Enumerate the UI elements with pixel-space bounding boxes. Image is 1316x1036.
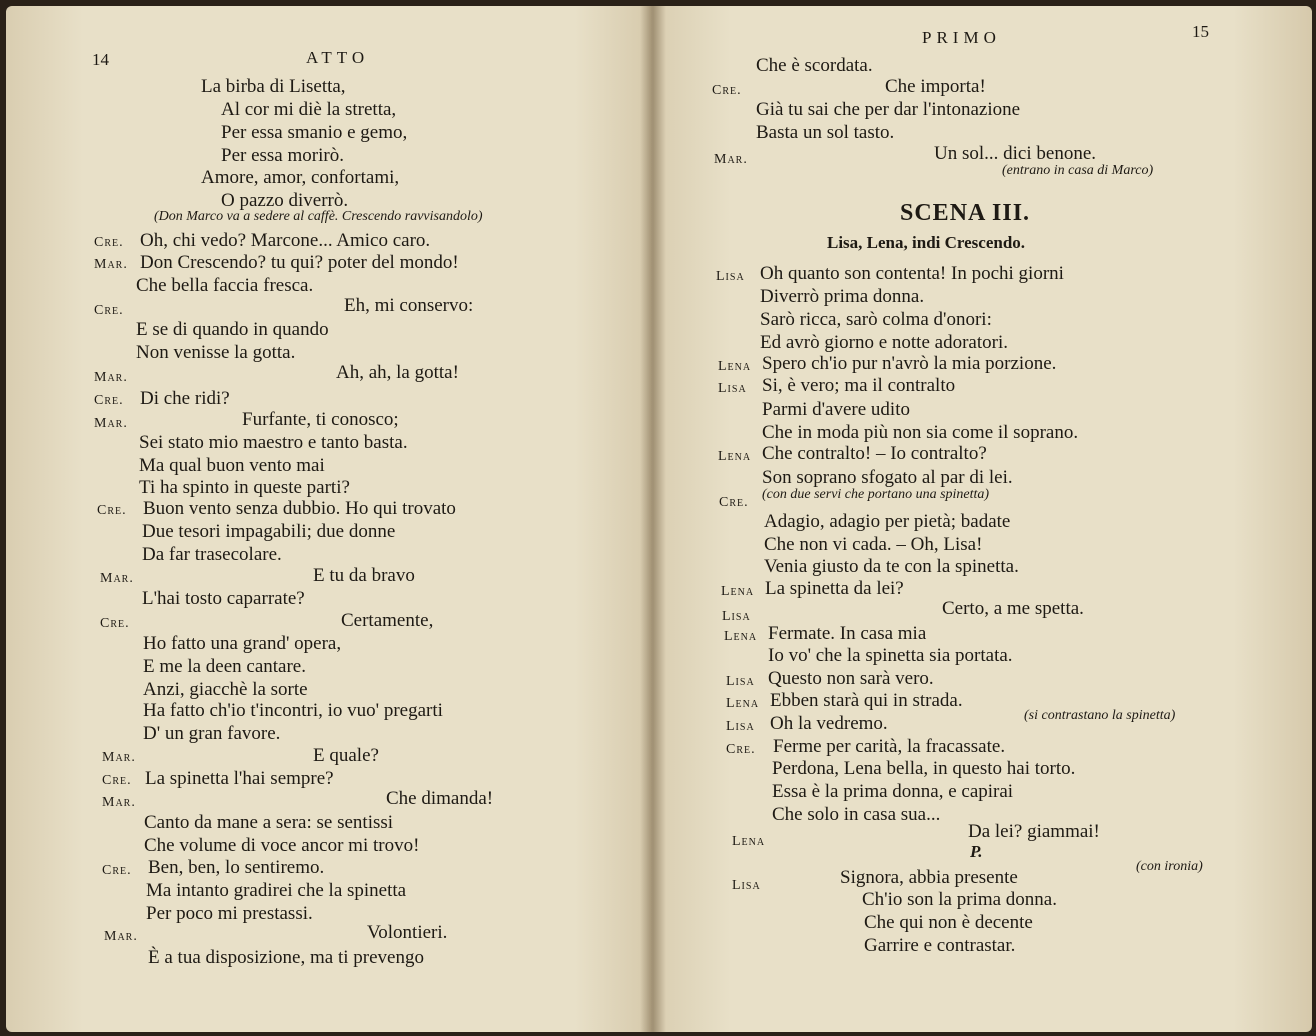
verse-line: Son soprano sfogato al par di lei. [762, 467, 1013, 488]
verse-line: Ma qual buon vento mai [139, 455, 325, 476]
verse-line: Certo, a me spetta. [942, 598, 1084, 619]
verse-line: E tu da bravo [313, 565, 415, 586]
verse-line: Che bella faccia fresca. [136, 275, 314, 296]
verse-line: Anzi, giacchè la sorte [143, 679, 308, 700]
verse-line: Volontieri. [367, 922, 448, 943]
verse-line: È a tua disposizione, ma ti prevengo [148, 947, 424, 968]
verse-line: La spinetta l'hai sempre? [145, 768, 334, 789]
verse-line: Furfante, ti conosco; [242, 409, 399, 430]
verse-line: Garrire e contrastar. [864, 935, 1016, 956]
verse-line: Signora, abbia presente [840, 867, 1018, 888]
stage-direction: (entrano in casa di Marco) [1002, 163, 1154, 178]
verse-line: Buon vento senza dubbio. Ho qui trovato [143, 498, 456, 519]
verse-line: Don Crescendo? tu qui? poter del mondo! [140, 252, 459, 273]
verse-line: Ho fatto una grand' opera, [143, 633, 342, 654]
verse-line: Eh, mi conservo: [344, 295, 474, 316]
speaker-label: Lena [718, 449, 752, 464]
verse-line: Spero ch'io pur n'avrò la mia porzione. [762, 353, 1057, 374]
speaker-label: Cre. [97, 503, 127, 518]
verse-line: Questo non sarà vero. [768, 668, 934, 689]
speaker-label: Mar. [94, 257, 128, 272]
verse-line: Già tu sai che per dar l'intonazione [756, 99, 1021, 120]
speaker-label: Lena [726, 696, 760, 711]
verse-line: E me la deen cantare. [143, 656, 306, 677]
verse-line: Essa è la prima donna, e capirai [772, 781, 1014, 802]
verse-line: Ah, ah, la gotta! [336, 362, 459, 383]
left-page [6, 6, 652, 1032]
verse-line: Sarò ricca, sarò colma d'onori: [760, 309, 992, 330]
scene-title: SCENA III. [900, 200, 1031, 226]
verse-line: Che è scordata. [756, 55, 873, 76]
verse-line: Per poco mi prestassi. [146, 903, 313, 924]
verse-line: Oh quanto son contenta! In pochi giorni [760, 263, 1064, 284]
verse-line: Oh la vedremo. [770, 713, 888, 734]
stage-direction: (Don Marco va a sedere al caffè. Crescendo ravvisandolo) [154, 209, 483, 224]
speaker-label: Cre. [712, 83, 742, 98]
speaker-label: Lena [732, 834, 766, 849]
speaker-label: Mar. [100, 571, 134, 586]
speaker-label: Mar. [102, 795, 136, 810]
verse-line: Non venisse la gotta. [136, 342, 296, 363]
verse-line: Ch'io son la prima donna. [862, 889, 1057, 910]
verse-line: O pazzo diverrò. [221, 190, 349, 211]
verse-line: Io vo' che la spinetta sia portata. [768, 645, 1013, 666]
verse-line: Che contralto! – Io contralto? [762, 443, 987, 464]
speaker-label: Mar. [94, 370, 128, 385]
speaker-label: Lisa [732, 878, 761, 893]
speaker-label: Cre. [94, 303, 124, 318]
verse-line: Ben, ben, lo sentiremo. [148, 857, 325, 878]
verse-line: Si, è vero; ma il contralto [762, 375, 956, 396]
verse-line: Che dimanda! [386, 788, 494, 809]
verse-line: Per essa smanio e gemo, [221, 122, 408, 143]
verse-line: Canto da mane a sera: se sentissi [144, 812, 394, 833]
speaker-label: Cre. [100, 616, 130, 631]
verse-line: Un sol... dici benone. [934, 143, 1097, 164]
verse-line: Da far trasecolare. [142, 544, 282, 565]
verse-line: Che volume di voce ancor mi trovo! [144, 835, 420, 856]
verse-line: Per essa morirò. [221, 145, 344, 166]
verse-line: Due tesori impagabili; due donne [142, 521, 396, 542]
speaker-label: Cre. [94, 393, 124, 408]
verse-line: Perdona, Lena bella, in questo hai torto. [772, 758, 1076, 779]
scene-characters: Lisa, Lena, indi Crescendo. [827, 233, 1026, 252]
verse-line: Ebben starà qui in strada. [770, 690, 963, 711]
verse-line: Parmi d'avere udito [762, 399, 910, 420]
verse-line: Ma intanto gradirei che la spinetta [146, 880, 407, 901]
signature-mark: P. [970, 842, 983, 861]
stage-direction: (con due servi che portano una spinetta) [762, 487, 990, 502]
speaker-label: Lena [718, 359, 752, 374]
verse-line: Che solo in casa sua... [772, 804, 941, 825]
verse-line: Oh, chi vedo? Marcone... Amico caro. [140, 230, 431, 251]
page-number: 15 [1192, 22, 1209, 41]
running-header: ATTO [306, 48, 370, 67]
verse-line: Di che ridi? [140, 388, 230, 409]
speaker-label: Lisa [722, 609, 751, 624]
verse-line: Che in moda più non sia come il soprano. [762, 422, 1079, 443]
verse-line: La birba di Lisetta, [201, 76, 346, 97]
verse-line: Da lei? giammai! [968, 821, 1100, 842]
page-number: 14 [92, 50, 109, 69]
verse-line: Venia giusto da te con la spinetta. [764, 556, 1019, 577]
speaker-label: Mar. [714, 152, 748, 167]
verse-line: Fermate. In casa mia [768, 623, 927, 644]
verse-line: Sei stato mio maestro e tanto basta. [139, 432, 408, 453]
speaker-label: Cre. [102, 773, 132, 788]
stage-direction: (si contrastano la spinetta) [1024, 708, 1176, 723]
verse-line: Amore, amor, confortami, [201, 167, 400, 188]
verse-line: Che non vi cada. – Oh, Lisa! [764, 534, 983, 555]
speaker-label: Lisa [718, 381, 747, 396]
speaker-label: Mar. [104, 929, 138, 944]
verse-line: Adagio, adagio per pietà; badate [764, 511, 1011, 532]
speaker-label: Lisa [726, 674, 755, 689]
speaker-label: Lisa [726, 719, 755, 734]
speaker-label: Mar. [102, 750, 136, 765]
verse-line: E se di quando in quando [136, 319, 329, 340]
running-header: PRIMO [922, 28, 1001, 47]
speaker-label: Lisa [716, 269, 745, 284]
verse-line: Ti ha spinto in queste parti? [139, 477, 350, 498]
verse-line: Che qui non è decente [864, 912, 1033, 933]
verse-line: Che importa! [885, 76, 986, 97]
speaker-label: Cre. [94, 235, 124, 250]
verse-line: D' un gran favore. [143, 723, 281, 744]
speaker-label: Cre. [719, 495, 749, 510]
verse-line: Ferme per carità, la fracassate. [773, 736, 1006, 757]
speaker-label: Cre. [726, 742, 756, 757]
speaker-label: Cre. [102, 863, 132, 878]
speaker-label: Lena [724, 629, 758, 644]
stage-direction: (con ironia) [1136, 859, 1203, 874]
speaker-label: Lena [721, 584, 755, 599]
right-page [652, 6, 1312, 1032]
verse-line: Ha fatto ch'io t'incontri, io vuo' pregarti [143, 700, 443, 721]
verse-line: Certamente, [341, 610, 434, 631]
speaker-label: Mar. [94, 416, 128, 431]
verse-line: La spinetta da lei? [765, 578, 904, 599]
verse-line: Ed avrò giorno e notte adoratori. [760, 332, 1008, 353]
book-gutter [640, 6, 666, 1032]
verse-line: L'hai tosto caparrate? [142, 588, 305, 609]
verse-line: Basta un sol tasto. [756, 122, 895, 143]
verse-line: E quale? [313, 745, 379, 766]
verse-line: Al cor mi diè la stretta, [221, 99, 397, 120]
verse-line: Diverrò prima donna. [760, 286, 925, 307]
